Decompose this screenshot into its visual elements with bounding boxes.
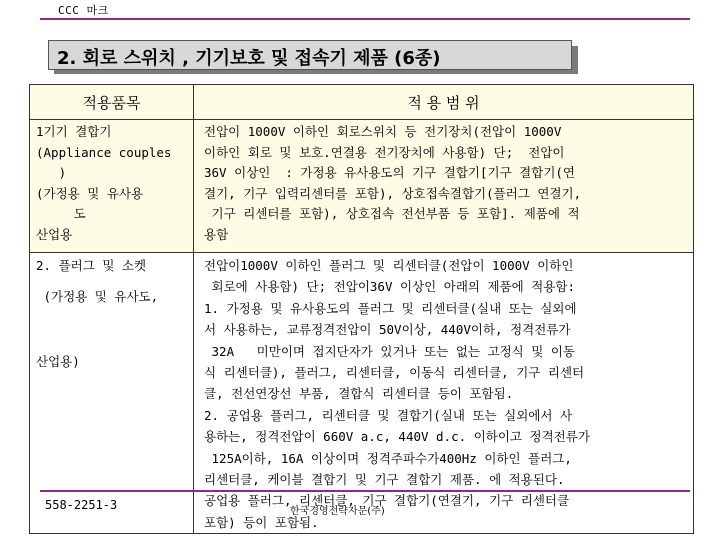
scope-line: 32A 미만이며 접지단자가 있거나 또는 없는 고정식 및 이동 — [204, 343, 576, 359]
item-line: 2. 플러그 및 소켓 — [36, 258, 147, 273]
table-row — [30, 120, 694, 253]
scope-cell-1 — [194, 120, 694, 253]
item-line: (Appliance couples — [36, 144, 172, 160]
scope-line: 식 리센터클), 플러그, 리센터클, 이동식 리센터클, 기구 리센터 — [204, 364, 585, 380]
scope-line: 회로에 사용함) 단; 전압이36V 이상인 아래의 제품에 적용함: — [204, 279, 576, 295]
column-header-scope: 적 용 범 위 — [194, 85, 694, 120]
item-line: 도 — [36, 206, 86, 221]
scope-line: 공업용 플러그, 리센터클, 기구 결합기(연결기, 기구 리센터클 — [204, 493, 570, 509]
item-line: 1기기 결합기 — [36, 124, 112, 139]
column-header-item: 적용품목 — [30, 85, 194, 120]
title-box — [48, 40, 572, 70]
item-line — [36, 329, 193, 350]
scope-line: 이하인 회로 및 보호.연결용 전기장치에 사용함) 단; 전압이 — [204, 144, 565, 160]
item-cell-1 — [30, 120, 194, 253]
item-line — [36, 308, 193, 329]
footer-divider — [40, 490, 690, 492]
scope-line: 용하는, 정격전압이 660V a.c, 440V d.c. 이하이고 정격전류가 — [204, 429, 590, 445]
header-label: CCC 마크 — [58, 4, 109, 17]
page-title: 2. 회로 스위치 , 기기보호 및 접속기 제품 (6종) — [57, 48, 441, 69]
scope-line: 125A이하, 16A 이상이며 정격주파수가400Hz 이하인 플러그, — [204, 450, 572, 466]
item-line: 산업용) — [36, 353, 80, 369]
item-line: (가정용 및 유사용 — [36, 185, 144, 201]
item-line: 산업용 — [36, 226, 73, 242]
scope-line: 용함 — [204, 226, 229, 242]
scope-line: 서 사용하는, 교류정격전압이 50V이상, 440V이하, 정격전류가 — [204, 322, 571, 338]
scope-line: 전압이 1000V 이하인 회로스위치 등 전기장치(전압이 1000V — [204, 124, 562, 139]
item-line: (가정용 및 유사도, — [36, 289, 159, 305]
scope-line: 전압이1000V 이하인 플러그 및 리센터클(전압이 1000V 이하인 — [204, 258, 574, 273]
scope-line: 리센터클, 케이블 결합기 및 기구 결합기 제품. 에 적용된다. — [204, 471, 565, 487]
scope-line: 기구 리센터를 포함), 상호접속 전선부품 등 포함]. 제품에 적 — [204, 206, 580, 221]
scope-line: 36V 이상인 : 가정용 유사용도의 기구 결합기[기구 결합기(연 — [204, 165, 576, 180]
scope-line: 클, 전선연장선 부품, 결합식 리센터클 등이 포함됨. — [204, 386, 514, 402]
scope-line: 포함) 등이 포함됨. — [204, 514, 319, 530]
item-line — [36, 276, 193, 286]
scope-table — [29, 84, 694, 534]
footer-company: 한국경영전략자문(주) — [290, 506, 385, 517]
item-line: ) — [36, 165, 67, 180]
scope-line: 결기, 기구 입력리센터를 포함), 상호접속결합기(플러그 연결기, — [204, 185, 582, 201]
document-code: 558-2251-3 — [45, 498, 118, 512]
scope-line: 1. 가정용 및 유사용도의 플러그 및 리센터클(실내 또는 실외에 — [204, 300, 577, 316]
scope-line: 2. 공업용 플러그, 리센터클 및 결합기(실내 또는 실외에서 사 — [204, 407, 573, 423]
header-divider — [40, 18, 690, 20]
table-header-row — [30, 85, 694, 120]
